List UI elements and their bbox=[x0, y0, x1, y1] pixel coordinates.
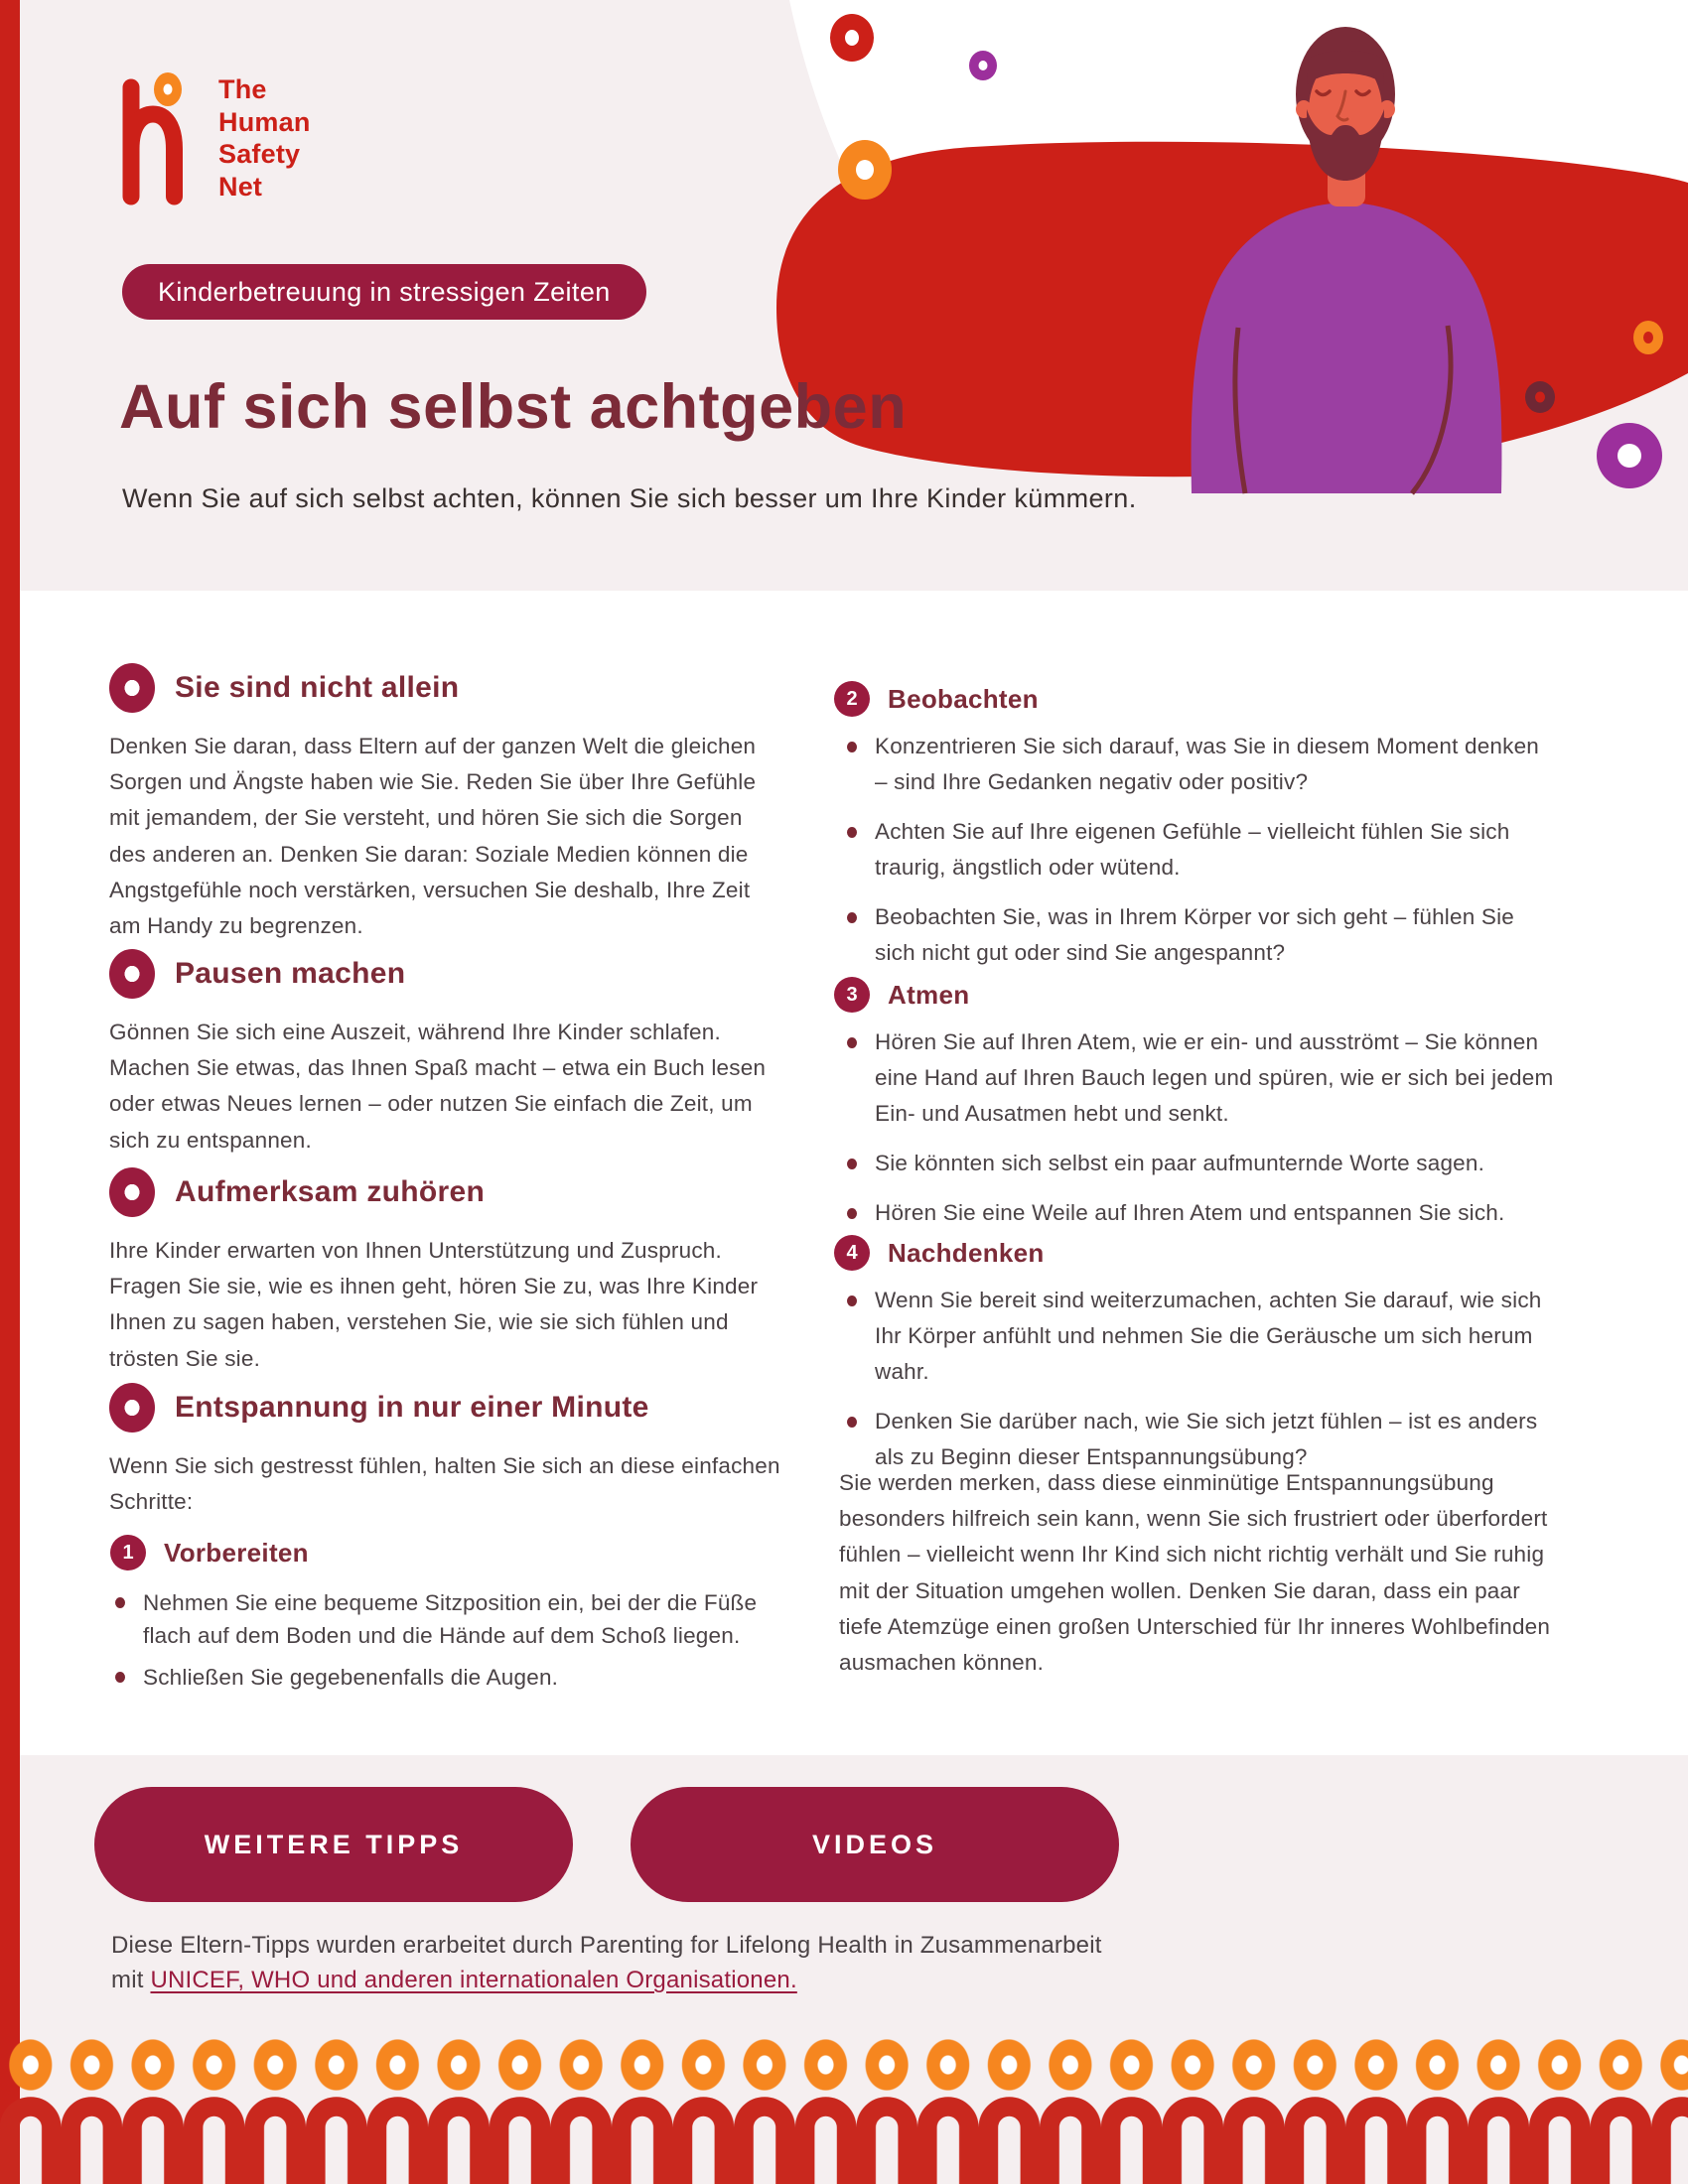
donut-bullet-icon bbox=[109, 663, 155, 713]
step-observe-bullets bbox=[839, 729, 1549, 985]
list-item: Denken Sie darüber nach, wie Sie sich jetzt fühlen – ist es anders als zu Beginn dieser Entspannungsübung? bbox=[839, 1404, 1549, 1475]
section-title: Sie sind nicht allein bbox=[175, 671, 460, 704]
closing-paragraph: Sie werden merken, dass diese einminütige Entspannungsübung besonders hilfreich sein kann, wenn Sie sich frustriert oder überfordert fühlen – vielleicht wenn Ihr Kind sich nicht richtig verhält und Sie ruhig mit der Situation umgehen wollen. Denken Sie daran, dass ein paar tiefe Atemzüge einen großen Unterschied für Ihr inneres Wohlbefinden ausmachen können. bbox=[839, 1470, 1551, 1676]
section-body: Wenn Sie sich gestresst fühlen, halten Sie sich an diese einfachen Schritte: bbox=[109, 1453, 780, 1515]
donut-bullet-icon bbox=[109, 949, 155, 999]
footer-line2 bbox=[111, 1963, 1102, 1997]
logo-wordmark bbox=[218, 73, 311, 203]
section-title: Aufmerksam zuhören bbox=[175, 1175, 486, 1208]
list-item: Sie könnten sich selbst ein paar aufmunternde Worte sagen. bbox=[839, 1146, 1554, 1181]
list-item: Schließen Sie gegebenenfalls die Augen. bbox=[107, 1661, 773, 1694]
step-prepare bbox=[110, 1535, 309, 1570]
footer-line1: Diese Eltern-Tipps wurden erarbeitet durch Parenting for Lifelong Health in Zusammenarbeit bbox=[111, 1932, 1102, 1959]
topic-badge: Kinderbetreuung in stressigen Zeiten bbox=[122, 264, 646, 320]
videos-button[interactable]: VIDEOS bbox=[631, 1787, 1119, 1902]
step-title: Nachdenken bbox=[888, 1237, 1045, 1268]
section-not-alone bbox=[109, 663, 784, 944]
step-breathe-bullets bbox=[839, 1024, 1554, 1245]
footer-credit bbox=[111, 1928, 1102, 1997]
step-observe bbox=[834, 681, 1039, 717]
organisations-link[interactable]: UNICEF, WHO und anderen internationalen Organisationen. bbox=[150, 1967, 797, 1993]
step-reflect bbox=[834, 1235, 1045, 1271]
list-item: Achten Sie auf Ihre eigenen Gefühle – vielleicht fühlen Sie sich traurig, ängstlich oder wütend. bbox=[839, 814, 1549, 886]
section-body: Denken Sie daran, dass Eltern auf der ganzen Welt die gleichen Sorgen und Ängste haben wie Sie. Reden Sie über Ihre Gefühle mit jemandem, der Sie versteht, und hören Sie sich die Sorgen des anderen an. Denken Sie daran: Soziale Medien können die Angstgefühle noch verstärken, versuchen Sie deshalb, Ihre Zeit am Handy zu begrenzen. bbox=[109, 734, 757, 939]
footer-prefix: mit bbox=[111, 1967, 151, 1993]
page-title: Auf sich selbst achtgeben bbox=[119, 372, 908, 442]
left-edge-bar bbox=[0, 0, 20, 2184]
donut-bullet-icon bbox=[109, 1167, 155, 1217]
step-number-badge: 3 bbox=[834, 977, 870, 1013]
human-safety-net-logo-icon bbox=[122, 71, 188, 206]
list-item: Hören Sie eine Weile auf Ihren Atem und entspannen Sie sich. bbox=[839, 1195, 1554, 1231]
section-body: Ihre Kinder erwarten von Ihnen Unterstützung und Zuspruch. Fragen Sie sie, wie es ihnen geht, hören Sie zu, was Ihre Kinder Ihnen zu sagen haben, verstehen Sie, wie sie sich fühlen und trösten Sie sie. bbox=[109, 1238, 759, 1371]
section-one-minute-relax bbox=[109, 1383, 784, 1520]
logo-line: Net bbox=[218, 171, 263, 202]
step-title: Atmen bbox=[888, 979, 970, 1010]
step-prepare-bullets bbox=[107, 1586, 773, 1703]
page-subtitle: Wenn Sie auf sich selbst achten, können Sie sich besser um Ihre Kinder kümmern. bbox=[122, 483, 1137, 513]
list-item: Hören Sie auf Ihren Atem, wie er ein- und ausströmt – Sie können eine Hand auf Ihren Bauch legen und spüren, wie er sich bei jedem Ein- und Ausatmen hebt und senkt. bbox=[839, 1024, 1554, 1132]
section-title: Pausen machen bbox=[175, 957, 406, 990]
section-take-breaks bbox=[109, 949, 784, 1159]
logo-line: Human bbox=[218, 106, 311, 137]
list-item: Nehmen Sie eine bequeme Sitzposition ein, bei der die Füße flach auf dem Boden und die Hände auf dem Schoß liegen. bbox=[107, 1586, 773, 1652]
list-item: Wenn Sie bereit sind weiterzumachen, achten Sie darauf, wie sich Ihr Körper anfühlt und nehmen Sie die Geräusche um sich herum wahr. bbox=[839, 1283, 1549, 1390]
step-number-badge: 1 bbox=[110, 1535, 146, 1570]
step-title: Vorbereiten bbox=[164, 1537, 309, 1568]
step-number-badge: 2 bbox=[834, 681, 870, 717]
section-listen bbox=[109, 1167, 784, 1377]
donut-bullet-icon bbox=[109, 1383, 155, 1433]
list-item: Beobachten Sie, was in Ihrem Körper vor sich geht – fühlen Sie sich nicht gut oder sind Sie angespannt? bbox=[839, 899, 1549, 971]
section-body: Gönnen Sie sich eine Auszeit, während Ihre Kinder schlafen. Machen Sie etwas, das Ihnen Spaß macht – etwa ein Buch lesen oder etwas Neues lernen – oder nutzen Sie einfach die Zeit, um sich zu entspannen. bbox=[109, 1020, 767, 1153]
step-reflect-bullets bbox=[839, 1283, 1549, 1489]
section-title: Entspannung in nur einer Minute bbox=[175, 1391, 649, 1424]
orange-donut-pattern bbox=[0, 2039, 1688, 2091]
step-breathe bbox=[834, 977, 969, 1013]
more-tips-button[interactable]: WEITERE TIPPS bbox=[94, 1787, 573, 1902]
logo-line: The bbox=[218, 74, 267, 104]
arch-pattern bbox=[0, 2085, 1688, 2184]
step-number-badge: 4 bbox=[834, 1235, 870, 1271]
step-title: Beobachten bbox=[888, 683, 1039, 714]
logo-line: Safety bbox=[218, 139, 301, 169]
list-item: Konzentrieren Sie sich darauf, was Sie in diesem Moment denken – sind Ihre Gedanken negativ oder positiv? bbox=[839, 729, 1549, 800]
